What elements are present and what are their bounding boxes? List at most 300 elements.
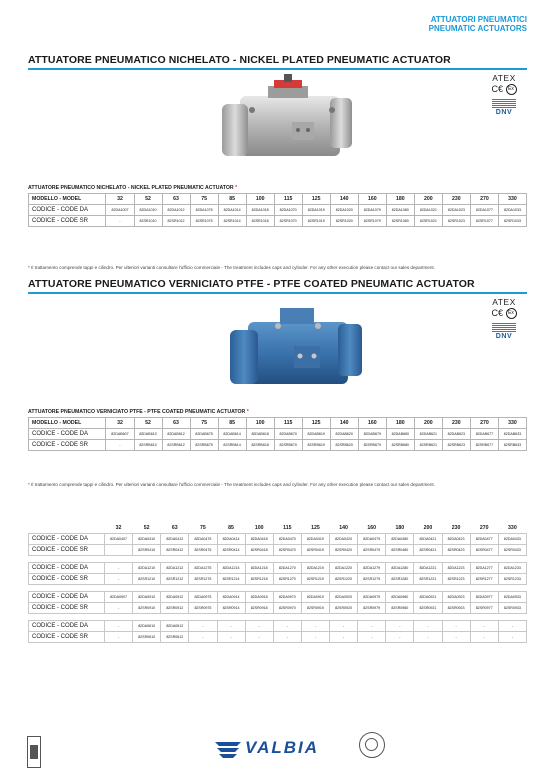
size-header-cell: 200 (414, 418, 442, 429)
code-cell: 82DA1021 (414, 205, 442, 216)
code-cell: 82SRB619 (302, 440, 330, 451)
code-cell: - (358, 632, 386, 643)
code-cell: - (386, 632, 414, 643)
valbia-logo (213, 736, 333, 760)
code-cell: - (105, 632, 133, 643)
row-label-cell: CODICE - CODE DA (29, 534, 105, 545)
code-cell: - (245, 621, 273, 632)
code-cell: 82DAB675 (190, 429, 218, 440)
size-header-cell: 63 (162, 418, 190, 429)
size-header-cell: 85 (218, 194, 246, 205)
code-cell: 82SR1233 (498, 574, 526, 585)
code-cell: 82DA1218 (245, 563, 273, 574)
size-header-cell: 330 (498, 523, 526, 534)
code-cell: 82SR0921 (414, 603, 442, 614)
code-cell: 82DA0433 (498, 534, 526, 545)
spacer-cell (29, 614, 527, 621)
code-cell: - (106, 216, 134, 227)
code-cell: 82SR1221 (414, 574, 442, 585)
brand-name: VALBIA (245, 738, 320, 757)
code-cell: 82DA0418 (245, 534, 273, 545)
code-cell: 82DA0977 (470, 592, 498, 603)
code-cell: 82DA1020 (330, 205, 358, 216)
code-cell: 82DA1012 (162, 205, 190, 216)
code-cell: 82DA1010 (134, 205, 162, 216)
code-cell: 82DA0410 (133, 534, 161, 545)
code-cell: 82DAB680 (386, 429, 414, 440)
size-header-cell: 180 (386, 194, 414, 205)
size-header-cell: 75 (189, 523, 217, 534)
code-cell: 82SR1012 (162, 216, 190, 227)
code-cell: - (106, 440, 134, 451)
size-header-cell: 115 (274, 418, 302, 429)
code-cell: 82DA1279 (358, 563, 386, 574)
code-cell: - (330, 632, 358, 643)
code-cell: 82DA1275 (189, 563, 217, 574)
code-cell: 82SR1279 (358, 574, 386, 585)
code-cell: 82SR0470 (273, 545, 301, 556)
code-cell: 82SR0920 (330, 603, 358, 614)
code-cell: 82SRB670 (274, 440, 302, 451)
table-header-row (29, 523, 527, 534)
code-cell: 82SR1010 (134, 216, 162, 227)
table-row (29, 216, 527, 227)
code-cell: 82DA0479 (358, 534, 386, 545)
code-cell: - (301, 632, 329, 643)
ce-label: C€ (491, 84, 503, 94)
code-cell: 82SR1220 (330, 574, 358, 585)
code-cell: 82SR1033 (498, 216, 526, 227)
table-row (29, 440, 527, 451)
table-header-row (29, 418, 527, 429)
code-cell: - (217, 632, 245, 643)
code-cell: 82DA0470 (273, 534, 301, 545)
code-cell: 82DA1007 (106, 205, 134, 216)
size-header-cell: 63 (162, 194, 190, 205)
code-cell: - (358, 621, 386, 632)
code-cell: 82SRB612 (162, 440, 190, 451)
size-header-cell: 180 (386, 523, 414, 534)
size-header-cell: 270 (470, 523, 498, 534)
code-cell: 82DA1019 (302, 205, 330, 216)
empty-header-cell (29, 523, 105, 534)
code-cell: 82SRB633 (498, 440, 526, 451)
table-row (29, 205, 527, 216)
code-cell: 82DA1221 (414, 563, 442, 574)
code-cell: 82SRB677 (470, 440, 498, 451)
model-header-cell: MODELLO - MODEL (29, 194, 106, 205)
row-label-cell: CODICE - CODE DA (29, 429, 106, 440)
section2-note: * Il trattamento comprende tappi e cilindro. Per ulteriori varianti consultare l'ufficio commerciale - The treatment includes caps and cylinder. For any other execution please contact our sales department. (28, 482, 435, 487)
size-header-cell: 200 (414, 194, 442, 205)
code-cell: 82SR0480 (386, 545, 414, 556)
code-cell: 82SR0910 (133, 603, 161, 614)
code-cell: 82SR1223 (442, 574, 470, 585)
code-cell: 82SRB679 (358, 440, 386, 451)
code-cell: 82DAB607 (106, 429, 134, 440)
code-cell: 82DA1214 (217, 563, 245, 574)
section1-title: ATTUATORE PNEUMATICO NICHELATO - NICKEL PLATED PNEUMATIC ACTUATOR (28, 54, 451, 66)
model-header-cell: MODELLO - MODEL (29, 418, 106, 429)
section2-caption (28, 409, 249, 415)
code-cell: 82DA0414 (217, 534, 245, 545)
code-cell: 82DAB670 (274, 429, 302, 440)
dnv-logo (492, 99, 516, 116)
code-cell: 82SR0977 (470, 603, 498, 614)
code-cell: 82DA0910 (133, 592, 161, 603)
code-cell: 82DA1080 (386, 205, 414, 216)
code-cell: 82SR0418 (245, 545, 273, 556)
section2-title: ATTUATORE PNEUMATICO VERNICIATO PTFE - PTFE COATED PNEUMATIC ACTUATOR (28, 278, 475, 290)
code-cell: 82SRB614 (218, 440, 246, 451)
section1-caption (28, 185, 237, 191)
code-cell: 82DA0612 (161, 621, 189, 632)
code-cell: 82SR0980 (386, 603, 414, 614)
spacer-cell (29, 585, 527, 592)
code-cell: 82DA1280 (386, 563, 414, 574)
code-cell: - (414, 621, 442, 632)
row-label-cell: CODICE - CODE DA (29, 592, 105, 603)
code-cell: 82DAB612 (162, 429, 190, 440)
code-cell: 82SR0420 (330, 545, 358, 556)
code-cell: 82DA0980 (386, 592, 414, 603)
ptfe-code-table (28, 417, 527, 451)
size-header-cell: 230 (442, 418, 470, 429)
size-header-cell: 140 (330, 418, 358, 429)
table-row (29, 592, 527, 603)
nickel-actuator-photo (212, 72, 362, 164)
code-cell: 82SR1079 (358, 216, 386, 227)
code-cell: 82SR1214 (217, 574, 245, 585)
code-cell: 82DAB623 (442, 429, 470, 440)
size-header-cell: 140 (330, 194, 358, 205)
code-cell: 82SR1019 (302, 216, 330, 227)
ce-mark (484, 84, 524, 95)
code-cell: 82DA0475 (189, 534, 217, 545)
code-cell: 82SRB610 (134, 440, 162, 451)
code-cell: 82DA0480 (386, 534, 414, 545)
size-header-cell: 160 (358, 418, 386, 429)
code-cell: 82DA1219 (301, 563, 329, 574)
code-cell: 82DA1079 (358, 205, 386, 216)
code-cell: 82DA0423 (442, 534, 470, 545)
code-cell: - (498, 632, 526, 643)
extra-code-table (28, 523, 527, 643)
dnv-stripes-icon-2 (492, 323, 516, 332)
code-cell: 82DA0933 (498, 592, 526, 603)
code-cell: 82DAB633 (498, 429, 526, 440)
spacer-cell (29, 556, 527, 563)
code-cell: - (105, 574, 133, 585)
code-cell: 82DA1070 (274, 205, 302, 216)
code-cell: 82SR1018 (246, 216, 274, 227)
size-header-cell: 160 (358, 523, 386, 534)
size-header-cell: 230 (442, 523, 470, 534)
code-cell: 82DA1233 (498, 563, 526, 574)
code-cell: 82SR1070 (274, 216, 302, 227)
size-header-cell: 160 (358, 194, 386, 205)
code-cell: 82SR0914 (217, 603, 245, 614)
atex-label: ATEX (492, 73, 516, 83)
code-cell: 82SR1218 (245, 574, 273, 585)
code-cell: - (442, 621, 470, 632)
section1-star: * (235, 185, 238, 191)
code-cell: - (189, 621, 217, 632)
code-cell: - (217, 621, 245, 632)
page-header (429, 15, 527, 33)
code-cell: 82SR0477 (470, 545, 498, 556)
group-spacer (29, 556, 527, 563)
size-header-cell: 230 (442, 194, 470, 205)
quality-badge-inner (30, 745, 38, 759)
atex-label-2: ATEX (492, 297, 516, 307)
group-spacer (29, 614, 527, 621)
code-cell: 82SR0475 (189, 545, 217, 556)
code-cell: 82DA1018 (246, 205, 274, 216)
code-cell: - (470, 632, 498, 643)
nickel-code-table (28, 193, 527, 227)
table-row (29, 621, 527, 632)
code-cell: 82SR0423 (442, 545, 470, 556)
code-cell: 82SRB618 (246, 440, 274, 451)
code-cell: - (245, 632, 273, 643)
size-header-cell: 115 (273, 523, 301, 534)
code-cell: - (301, 621, 329, 632)
size-header-cell: 85 (217, 523, 245, 534)
dnv-label: DNV (495, 109, 513, 117)
code-cell: 82SR1270 (273, 574, 301, 585)
code-cell: 82DA0419 (301, 534, 329, 545)
code-cell: 82DA0420 (330, 534, 358, 545)
code-cell: 82DAB614 (218, 429, 246, 440)
size-header-cell: 180 (386, 418, 414, 429)
code-cell: 82DAB620 (330, 429, 358, 440)
code-cell: 82DA1077 (470, 205, 498, 216)
size-header-cell: 100 (245, 523, 273, 534)
section1-note: * Il trattamento comprende tappi e cilindro. Per ulteriori varianti consultare l'ufficio commerciale - The treatment includes caps and cylinder. For any other execution please contact our sales department. (28, 265, 435, 270)
code-cell: 82DA0914 (217, 592, 245, 603)
code-cell: 82DA1033 (498, 205, 526, 216)
table-row (29, 563, 527, 574)
code-cell: 82DAB677 (470, 429, 498, 440)
code-cell: 82DA0421 (414, 534, 442, 545)
code-cell: - (498, 621, 526, 632)
size-header-cell: 32 (105, 523, 133, 534)
row-label-cell: CODICE - CODE DA (29, 563, 105, 574)
section2-star: * (246, 409, 249, 415)
code-cell: 82DA0412 (161, 534, 189, 545)
size-header-cell: 52 (133, 523, 161, 534)
code-cell: 82DA1210 (133, 563, 161, 574)
code-cell: 82SR1080 (386, 216, 414, 227)
code-cell (105, 545, 133, 556)
code-cell: 82DA0477 (470, 534, 498, 545)
quality-badge-icon (27, 736, 41, 768)
size-header-cell: 125 (301, 523, 329, 534)
code-cell: 82DAB621 (414, 429, 442, 440)
code-cell: 82DA1014 (218, 205, 246, 216)
row-label-cell: CODICE - CODE SR (29, 632, 105, 643)
code-cell: 82SR1277 (470, 574, 498, 585)
table-row (29, 603, 527, 614)
table-header-row (29, 194, 527, 205)
code-cell: - (386, 621, 414, 632)
section1-divider (28, 68, 527, 70)
ptfe-actuator-photo (220, 296, 370, 391)
code-cell: 82SR0933 (498, 603, 526, 614)
code-cell: 82DAB679 (358, 429, 386, 440)
table-row (29, 632, 527, 643)
row-label-cell: CODICE - CODE SR (29, 574, 105, 585)
valbia-wings-icon (213, 738, 243, 760)
code-cell: 82DA0970 (273, 592, 301, 603)
code-cell: 82DA1220 (330, 563, 358, 574)
code-cell: 82DA0907 (105, 592, 133, 603)
code-cell: 82SR1219 (301, 574, 329, 585)
code-cell: 82DAB619 (302, 429, 330, 440)
size-header-cell: 140 (330, 523, 358, 534)
code-cell: - (105, 563, 133, 574)
code-cell: 82SR0433 (498, 545, 526, 556)
seal-inner (365, 738, 378, 751)
table-row (29, 545, 527, 556)
cert-block-1 (484, 73, 524, 116)
ex-icon: Ex (506, 84, 517, 95)
dnv-label-2: DNV (495, 333, 513, 341)
header-line1: ATTUATORI PNEUMATICI (430, 15, 527, 24)
code-cell: 82SR1212 (161, 574, 189, 585)
code-cell: 82SR0610 (133, 632, 161, 643)
size-header-cell: 125 (302, 418, 330, 429)
code-cell: 82SR1023 (442, 216, 470, 227)
ce-label-2: C€ (491, 308, 503, 318)
code-cell: 82SR0419 (301, 545, 329, 556)
row-label-cell: CODICE - CODE SR (29, 440, 106, 451)
row-label-cell: CODICE - CODE DA (29, 205, 106, 216)
code-cell: 82SR0923 (442, 603, 470, 614)
code-cell: 82SRB621 (414, 440, 442, 451)
table-row (29, 534, 527, 545)
code-cell: 82DA0921 (414, 592, 442, 603)
code-cell: 82SR1275 (189, 574, 217, 585)
code-cell: 82SR0612 (161, 632, 189, 643)
size-header-cell: 270 (470, 194, 498, 205)
size-header-cell: 270 (470, 418, 498, 429)
code-cell: 82SRB620 (330, 440, 358, 451)
code-cell: 82SR0912 (161, 603, 189, 614)
dnv-stripes-icon (492, 99, 516, 108)
code-cell: 82SR1014 (218, 216, 246, 227)
ce-mark-2 (484, 308, 524, 319)
code-cell: 82DA0923 (442, 592, 470, 603)
code-cell: 82DA1277 (470, 563, 498, 574)
code-cell: 82SR1075 (190, 216, 218, 227)
size-header-cell: 85 (218, 418, 246, 429)
code-cell: 82DA1023 (442, 205, 470, 216)
size-header-cell: 52 (134, 418, 162, 429)
row-label-cell: CODICE - CODE SR (29, 216, 106, 227)
code-cell: - (470, 621, 498, 632)
table-row (29, 574, 527, 585)
code-cell: 82DA0919 (301, 592, 329, 603)
size-header-cell: 100 (246, 418, 274, 429)
size-header-cell: 75 (190, 194, 218, 205)
code-cell: 82SR0410 (133, 545, 161, 556)
size-header-cell: 32 (106, 194, 134, 205)
code-cell: 82DAB610 (134, 429, 162, 440)
code-cell: 82DA1212 (161, 563, 189, 574)
code-cell: 82SR0412 (161, 545, 189, 556)
ex-icon-2: Ex (506, 308, 517, 319)
code-cell: 82SR0421 (414, 545, 442, 556)
certification-seal-icon (359, 732, 385, 758)
size-header-cell: 100 (246, 194, 274, 205)
code-cell: 82SR0919 (301, 603, 329, 614)
code-cell: 82DA0920 (330, 592, 358, 603)
code-cell: 82SR0979 (358, 603, 386, 614)
code-cell: 82SR1021 (414, 216, 442, 227)
code-cell: 82DA0918 (245, 592, 273, 603)
header-line2: PNEUMATIC ACTUATORS (428, 24, 527, 33)
size-header-cell: 330 (498, 194, 526, 205)
code-cell: - (273, 621, 301, 632)
code-cell: 82SR0975 (189, 603, 217, 614)
code-cell: - (414, 632, 442, 643)
code-cell: 82SR0918 (245, 603, 273, 614)
size-header-cell: 52 (134, 194, 162, 205)
code-cell: 82DA0975 (189, 592, 217, 603)
code-cell: 82DA1270 (273, 563, 301, 574)
code-cell: 82DA1223 (442, 563, 470, 574)
code-cell: 82SRB680 (386, 440, 414, 451)
code-cell: - (105, 621, 133, 632)
code-cell: 82SR0479 (358, 545, 386, 556)
code-cell: - (189, 632, 217, 643)
size-header-cell: 75 (190, 418, 218, 429)
code-cell: - (442, 632, 470, 643)
code-cell: 82DAB618 (246, 429, 274, 440)
code-cell: - (105, 603, 133, 614)
group-spacer (29, 585, 527, 592)
code-cell: 82SR1280 (386, 574, 414, 585)
size-header-cell: 200 (414, 523, 442, 534)
size-header-cell: 125 (302, 194, 330, 205)
code-cell: 82DA1075 (190, 205, 218, 216)
size-header-cell: 63 (161, 523, 189, 534)
cert-block-2 (484, 297, 524, 340)
row-label-cell: CODICE - CODE SR (29, 545, 105, 556)
code-cell: 82DA0912 (161, 592, 189, 603)
size-header-cell: 115 (274, 194, 302, 205)
code-cell: 82SR1210 (133, 574, 161, 585)
section2-caption-text: ATTUATORE PNEUMATICO VERNICIATO PTFE - PTFE COATED PNEUMATIC ACTUATOR (28, 409, 246, 415)
size-header-cell: 32 (106, 418, 134, 429)
code-cell: 82DA0407 (105, 534, 133, 545)
table-row (29, 429, 527, 440)
code-cell: 82SRB623 (442, 440, 470, 451)
size-header-cell: 330 (498, 418, 526, 429)
code-cell: 82SR0414 (217, 545, 245, 556)
code-cell: 82SR1077 (470, 216, 498, 227)
code-cell: 82DA0979 (358, 592, 386, 603)
code-cell: - (330, 621, 358, 632)
dnv-logo-2 (492, 323, 516, 340)
section2-divider (28, 292, 527, 294)
row-label-cell: CODICE - CODE DA (29, 621, 105, 632)
code-cell: 82SR0970 (273, 603, 301, 614)
row-label-cell: CODICE - CODE SR (29, 603, 105, 614)
code-cell: 82SR1020 (330, 216, 358, 227)
